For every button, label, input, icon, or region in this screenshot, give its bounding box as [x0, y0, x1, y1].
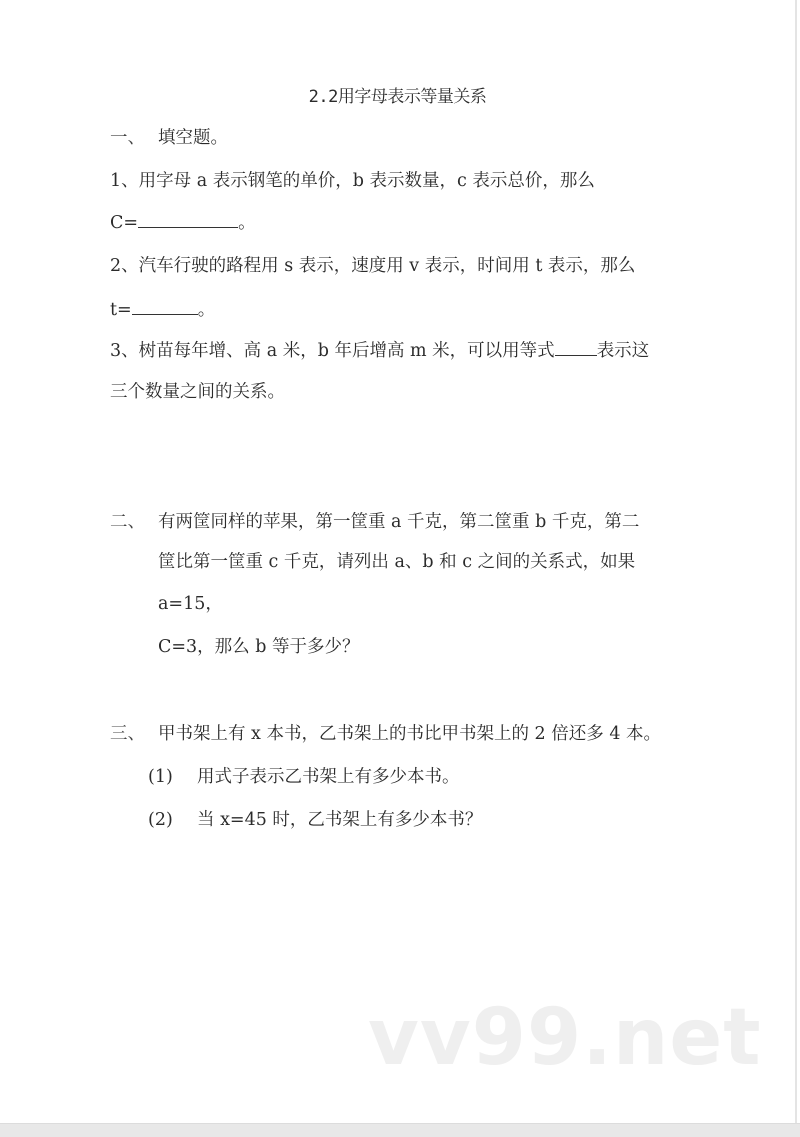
question1-prefix: C= — [110, 213, 139, 233]
question2-suffix: 。 — [197, 300, 216, 320]
section1-heading — [110, 127, 228, 149]
subquestion2-text: 当 x=45 时，乙书架上有多少本书？ — [197, 810, 483, 830]
section1-heading-text: 填空题。 — [158, 128, 228, 148]
subquestion1-text: 用式子表示乙书架上有多少本书。 — [197, 767, 460, 787]
question2-text: 2、汽车行驶的路程用 s 表示，速度用 v 表示，时间用 t 表示，那么 — [110, 256, 636, 276]
question3-blank[interactable] — [555, 339, 597, 356]
section3-subquestion1 — [148, 766, 460, 788]
section3-number: 三、 — [110, 724, 145, 744]
section3-line1-text: 甲书架上有 x 本书，乙书架上的书比甲书架上的 2 倍还多 4 本。 — [158, 724, 662, 744]
watermark: vv99.net — [368, 993, 762, 1083]
section1-number: 一、 — [110, 128, 145, 148]
question3-text-before: 3、树苗每年增、高 a 米，b 年后增高 m 米，可以用等式 — [110, 341, 555, 361]
question3-line2: 三个数量之间的关系。 — [110, 382, 285, 402]
question2-answer-line — [110, 298, 215, 321]
question1-answer-line — [110, 211, 256, 234]
question3-text-after: 表示这 — [596, 341, 650, 361]
question3-line1 — [110, 339, 649, 362]
question1-text: 1、用字母 a 表示钢笔的单价，b 表示数量，c 表示总价，那么 — [110, 171, 595, 191]
section2-line1-text: 有两筐同样的苹果，第一筐重 a 千克，第二筐重 b 千克，第二 — [158, 512, 640, 532]
section3-subquestion2 — [148, 809, 482, 831]
section2-line2: 筐比第一筐重 c 千克，请列出 a、b 和 c 之间的关系式，如果 — [158, 552, 636, 572]
question2-blank[interactable] — [132, 298, 198, 315]
section3-line1 — [110, 723, 661, 745]
subquestion1-number: (1) — [148, 767, 173, 787]
subquestion2-number: (2) — [148, 810, 173, 830]
question1-suffix: 。 — [238, 213, 256, 233]
page-title: 2.2用字母表示等量关系 — [308, 87, 487, 107]
bottom-scroll-bar — [0, 1123, 800, 1137]
section2-number: 二、 — [110, 512, 145, 532]
question1-blank[interactable] — [138, 211, 238, 228]
section2-line3: a=15， — [158, 594, 223, 614]
question2-prefix: t= — [110, 300, 132, 320]
section2-line4: C=3，那么 b 等于多少？ — [158, 637, 360, 657]
section2-line1 — [110, 511, 639, 533]
